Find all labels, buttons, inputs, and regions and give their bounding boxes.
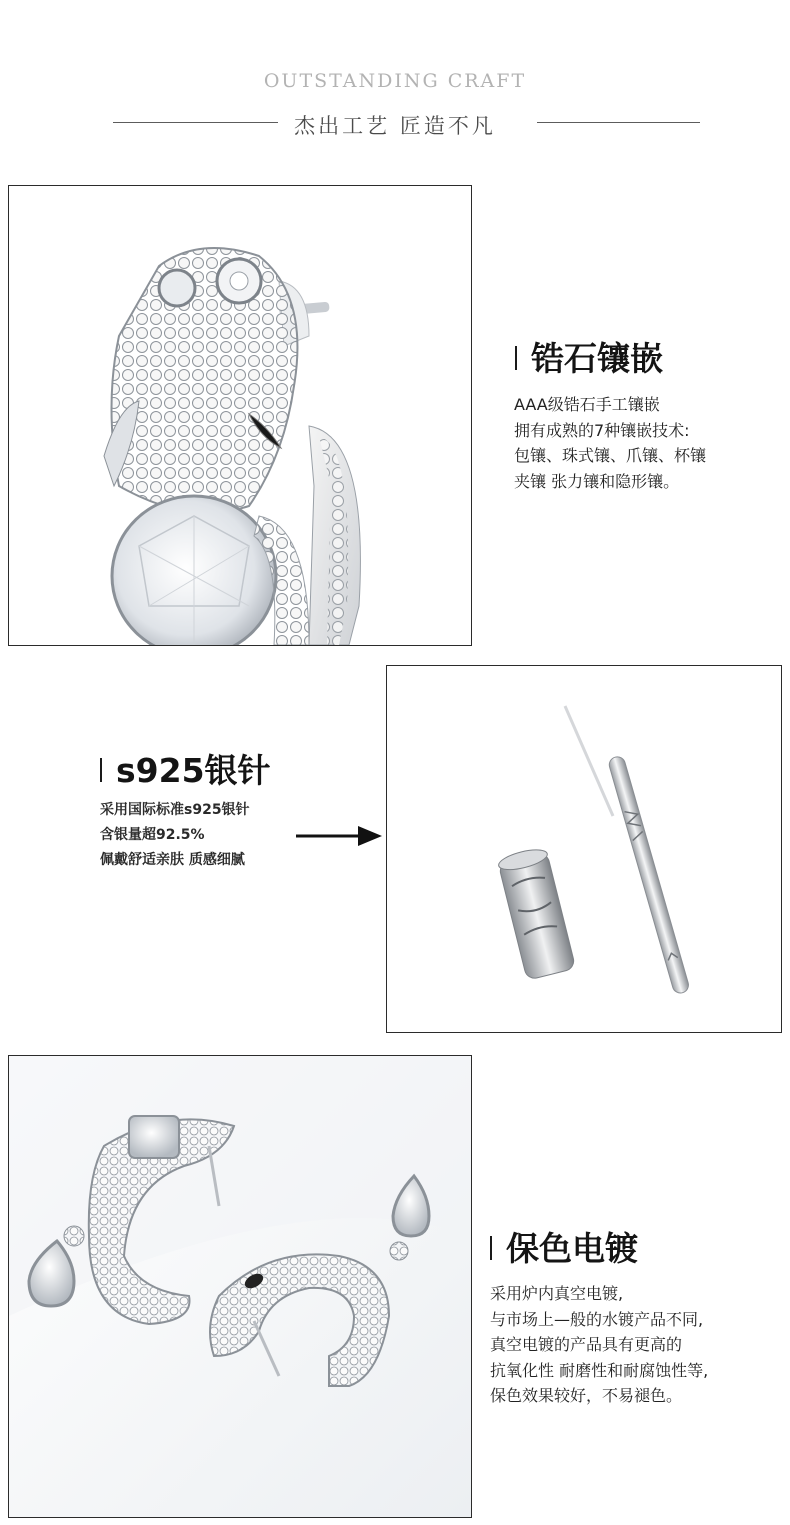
heading-bar xyxy=(515,346,517,370)
header-title-cn: 杰出工艺 匠造不凡 xyxy=(294,114,496,138)
description-line: 拥有成熟的7种镶嵌技术: xyxy=(514,420,690,440)
header-title-en: OUTSTANDING CRAFT xyxy=(263,70,527,92)
description-line: 真空电镀的产品具有更高的 xyxy=(490,1335,683,1354)
description-line: 夹镶 张力镶和隐形镶。 xyxy=(514,471,680,491)
heading-silver-needle: s925银针 xyxy=(100,745,271,792)
description-line: 采用国际标准s925银针 xyxy=(100,802,250,818)
description-line: 含银量超92.5% xyxy=(100,827,205,843)
description-line: 包镶、珠式镶、爪镶、杯镶 xyxy=(514,446,707,465)
photo-plated-earrings xyxy=(8,1055,472,1518)
description-silver-needle xyxy=(100,798,250,873)
description-line: 采用炉内真空电镀, xyxy=(490,1284,624,1303)
description-line: 与市场上—般的水镀产品不同, xyxy=(490,1309,704,1329)
description-zircon xyxy=(514,392,706,494)
photo-silver-needle xyxy=(386,665,782,1033)
description-line: 保色效果较好，不易褪色。 xyxy=(490,1386,683,1405)
heading-bar xyxy=(490,1236,492,1260)
right-arrow-icon xyxy=(296,823,384,849)
photo-zircon-earring xyxy=(8,185,472,646)
description-line: 佩戴舒适亲肤 质感细腻 xyxy=(100,852,245,868)
description-plating xyxy=(490,1281,708,1409)
header-divider-left xyxy=(113,122,278,123)
description-line: AAA级锆石手工镶嵌 xyxy=(514,395,660,414)
heading-zircon: 锆石镶嵌 xyxy=(515,333,663,380)
header-divider-right xyxy=(537,122,700,123)
heading-plating: 保色电镀 xyxy=(490,1223,638,1270)
description-line: 抗氧化性 耐磨性和耐腐蚀性等, xyxy=(490,1360,709,1380)
heading-bar xyxy=(100,758,102,782)
